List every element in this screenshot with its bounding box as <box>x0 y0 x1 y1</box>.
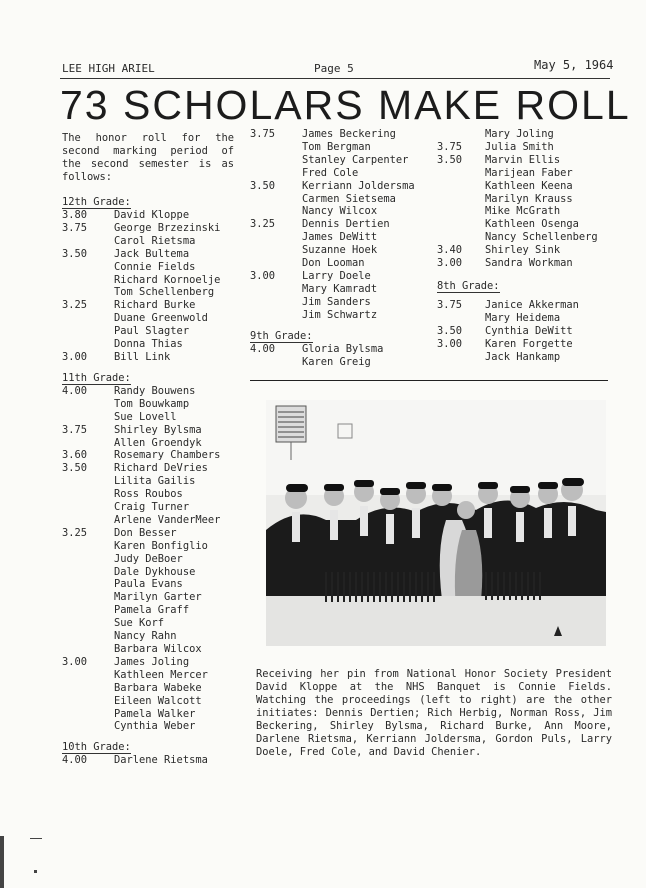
student-names <box>485 338 627 364</box>
page-number: Page 5 <box>314 62 354 75</box>
gpa-value: 3.25 <box>250 218 276 231</box>
gpa-group <box>437 141 627 154</box>
student-name: Mary Joling <box>485 128 554 140</box>
student-names <box>114 209 242 222</box>
student-name: Don Looman <box>302 257 365 270</box>
student-name: Nancy Schellenberg <box>485 231 598 244</box>
gpa-value: 4.00 <box>62 384 88 397</box>
gpa-value: 3.25 <box>62 299 88 312</box>
gpa-group <box>437 338 627 364</box>
honor-roll-column-1 <box>62 190 242 767</box>
gpa-value: 3.25 <box>62 526 88 539</box>
gpa-group <box>62 424 242 450</box>
student-names <box>114 527 242 656</box>
student-name: Kathleen Osenga <box>485 218 579 231</box>
student-name: Rosemary Chambers <box>114 449 221 462</box>
student-names <box>114 754 242 767</box>
student-name: Mike McGrath <box>485 205 561 218</box>
student-name: Dale Dykhouse <box>114 565 196 578</box>
grade-9-list-continued <box>437 128 627 270</box>
student-names <box>485 154 627 244</box>
gpa-value: 3.50 <box>250 179 276 192</box>
student-name: Jack Bultema <box>114 247 190 260</box>
grade-label: 10th Grade: <box>62 741 131 754</box>
student-name: Tom Bouwkamp <box>114 397 190 410</box>
grade-label: 12th Grade: <box>62 196 131 208</box>
gpa-group <box>437 244 627 257</box>
student-names <box>302 218 430 270</box>
student-name: Janice Akkerman <box>485 298 579 311</box>
student-name: James Joling <box>114 655 190 668</box>
student-name: Carol Rietsma <box>114 234 196 247</box>
scan-edge-mark <box>0 836 4 888</box>
student-name: Lilita Gailis <box>114 475 196 488</box>
gpa-value: 3.50 <box>437 324 463 337</box>
gpa-value: 3.00 <box>250 269 276 282</box>
banquet-photo-illustration <box>266 400 606 646</box>
student-name: Sue Korf <box>114 617 165 630</box>
student-names <box>485 299 627 325</box>
student-name: Marilyn Krauss <box>485 192 573 205</box>
student-name: Judy DeBoer <box>114 552 183 565</box>
gpa-value: 4.00 <box>250 342 276 355</box>
student-names <box>114 299 242 351</box>
student-name: Cynthia DeWitt <box>485 324 573 337</box>
student-names <box>485 141 627 154</box>
student-name: Craig Turner <box>114 501 190 514</box>
student-names <box>302 343 430 369</box>
student-name: Richard Kornoelje <box>114 273 221 286</box>
gpa-group <box>250 270 430 322</box>
gpa-group <box>250 343 430 369</box>
grade-9-section <box>250 330 430 369</box>
student-name: Paula Evans <box>114 578 183 591</box>
student-name: Cynthia Weber <box>114 720 196 733</box>
student-name: Don Besser <box>114 526 177 539</box>
grade-11-list <box>62 385 242 733</box>
student-names <box>114 385 242 424</box>
issue-date: May 5, 1964 <box>534 58 614 72</box>
intro-paragraph: The honor roll for the second marking period of the second semester is as follows: <box>62 132 234 183</box>
scan-dot-mark <box>34 870 37 873</box>
header-rule <box>60 78 610 79</box>
student-names <box>114 222 242 248</box>
gpa-value: 3.40 <box>437 244 463 257</box>
student-name: Carmen Sietsema <box>302 192 396 205</box>
student-name: Marvin Ellis <box>485 153 561 166</box>
student-name: Stanley Carpenter <box>302 153 409 166</box>
gpa-value: 3.00 <box>62 350 88 363</box>
student-name: Richard DeVries <box>114 462 208 475</box>
student-name: Connie Fields <box>114 260 196 273</box>
student-name: Allen Groendyk <box>114 436 202 449</box>
student-name: Karen Forgette <box>485 337 573 350</box>
student-name: Kathleen Keena <box>485 179 573 192</box>
student-name: Marilyn Garter <box>114 591 202 604</box>
student-name: David Kloppe <box>114 209 190 221</box>
student-name: Jim Sanders <box>302 295 371 308</box>
grade-12-section <box>62 196 242 364</box>
student-names <box>302 180 430 219</box>
grade-11-section <box>62 372 242 733</box>
student-name: Randy Bouwens <box>114 384 196 397</box>
grade-12-list <box>62 209 242 364</box>
student-name: Dennis Dertien <box>302 218 390 231</box>
student-name: Kerriann Joldersma <box>302 179 415 192</box>
student-name: Shirley Sink <box>485 244 561 257</box>
gpa-value: 3.75 <box>62 423 88 436</box>
student-name: Larry Doele <box>302 269 371 282</box>
gpa-value: 3.00 <box>437 337 463 350</box>
grade-10-section <box>62 741 242 767</box>
student-names <box>114 449 242 462</box>
student-name: Paul Slagter <box>114 325 190 338</box>
honor-roll-column-2 <box>250 128 430 368</box>
gpa-value: 3.50 <box>62 462 88 475</box>
gpa-group <box>62 385 242 424</box>
gpa-value: 3.75 <box>437 298 463 311</box>
student-name: Fred Cole <box>302 166 359 179</box>
student-name: James Beckering <box>302 128 396 140</box>
scan-dash-mark <box>30 838 42 839</box>
student-name: Sandra Workman <box>485 257 573 270</box>
student-name: Gloria Bylsma <box>302 342 384 355</box>
honor-roll-column-3 <box>437 128 627 364</box>
grade-label: 8th Grade: <box>437 279 500 292</box>
gpa-group <box>62 299 242 351</box>
student-names <box>485 257 627 270</box>
photo-caption: Receiving her pin from National Honor Society President David Kloppe at the NHS Banquet is Connie Fields. Watching the proceedings (left to right) are the other initiates: Dennis Dertien; Rich Herbig, Norman Ross, Jim Beckering, Shirley Bylsma, Richard Burke, Ann Moore, Darlene Rietsma, Kerriann Joldersma, Gordon Puls, Larry Doele, Fred Cole, and David Chenier. <box>256 668 612 758</box>
student-name: Nancy Wilcox <box>302 205 378 218</box>
student-name: Mary Kamradt <box>302 282 378 295</box>
gpa-value: 3.00 <box>437 257 463 270</box>
grade-8-section <box>437 280 627 364</box>
gpa-group <box>250 128 430 180</box>
gpa-group <box>62 462 242 527</box>
student-names <box>485 244 627 257</box>
student-name: Shirley Bylsma <box>114 423 202 436</box>
gpa-value: 3.50 <box>62 247 88 260</box>
student-name: Marijean Faber <box>485 166 573 179</box>
student-name: Sue Lovell <box>114 410 177 423</box>
gpa-value: 3.75 <box>250 128 276 140</box>
grade-10-list <box>62 754 242 767</box>
gpa-value: 3.75 <box>437 140 463 153</box>
student-name: Richard Burke <box>114 299 196 312</box>
student-name: Pamela Graff <box>114 604 190 617</box>
gpa-group <box>62 449 242 462</box>
gpa-value: 3.80 <box>62 209 88 221</box>
gpa-group <box>250 180 430 219</box>
gpa-value <box>437 128 485 141</box>
gpa-group <box>250 218 430 270</box>
gpa-group <box>62 351 242 364</box>
grade-9-list <box>250 343 430 369</box>
student-name: Kathleen Mercer <box>114 668 208 681</box>
gpa-group <box>62 248 242 300</box>
student-names <box>485 325 627 338</box>
grade-10-list-continued <box>250 128 430 322</box>
student-name: Tom Bergman <box>302 140 371 153</box>
section-rule <box>250 380 608 381</box>
student-names <box>302 128 430 180</box>
student-name: Donna Thias <box>114 338 183 351</box>
student-names <box>114 351 242 364</box>
student-name: Eileen Walcott <box>114 694 202 707</box>
gpa-value: 4.00 <box>62 754 88 767</box>
student-name: Bill Link <box>114 350 171 363</box>
student-names <box>485 128 627 141</box>
student-name: Barbara Wilcox <box>114 643 202 655</box>
student-name: Arlene VanderMeer <box>114 513 221 526</box>
student-name: Suzanne Hoek <box>302 244 378 257</box>
headline: 73 SCHOLARS MAKE ROLL <box>60 82 631 128</box>
gpa-group <box>62 527 242 656</box>
student-name: Pamela Walker <box>114 707 196 720</box>
student-name: Jack Hankamp <box>485 350 561 363</box>
student-name: Darlene Rietsma <box>114 754 208 767</box>
student-name: Nancy Rahn <box>114 630 177 643</box>
gpa-value: 3.60 <box>62 449 88 462</box>
gpa-group <box>437 154 627 244</box>
student-name: George Brzezinski <box>114 221 221 234</box>
student-name: Duane Greenwold <box>114 312 208 325</box>
gpa-value: 3.50 <box>437 153 463 166</box>
gpa-group <box>437 257 627 270</box>
gpa-group <box>437 128 627 141</box>
grade-label: 9th Grade: <box>250 329 313 342</box>
gpa-value: 3.75 <box>62 221 88 234</box>
student-name: James DeWitt <box>302 231 378 244</box>
student-name: Barbara Wabeke <box>114 681 202 694</box>
student-name: Tom Schellenberg <box>114 286 215 299</box>
student-name: Julia Smith <box>485 140 554 153</box>
gpa-group <box>437 299 627 325</box>
student-name: Karen Bonfiglio <box>114 539 208 552</box>
gpa-group <box>62 222 242 248</box>
grade-label: 11th Grade: <box>62 371 131 384</box>
gpa-group <box>62 209 242 222</box>
student-name: Karen Greig <box>302 355 371 368</box>
grade-8-list <box>437 299 627 364</box>
student-names <box>114 656 242 733</box>
student-name: Mary Heidema <box>485 311 561 324</box>
gpa-group <box>62 754 242 767</box>
gpa-group <box>62 656 242 733</box>
student-names <box>114 424 242 450</box>
publication-name: LEE HIGH ARIEL <box>62 62 155 75</box>
gpa-group <box>437 325 627 338</box>
student-names <box>302 270 430 322</box>
gpa-value: 3.00 <box>62 655 88 668</box>
student-names <box>114 462 242 527</box>
nhs-banquet-photo <box>266 400 606 646</box>
student-name: Ross Roubos <box>114 488 183 501</box>
student-names <box>114 248 242 300</box>
student-name: Jim Schwartz <box>302 308 378 321</box>
